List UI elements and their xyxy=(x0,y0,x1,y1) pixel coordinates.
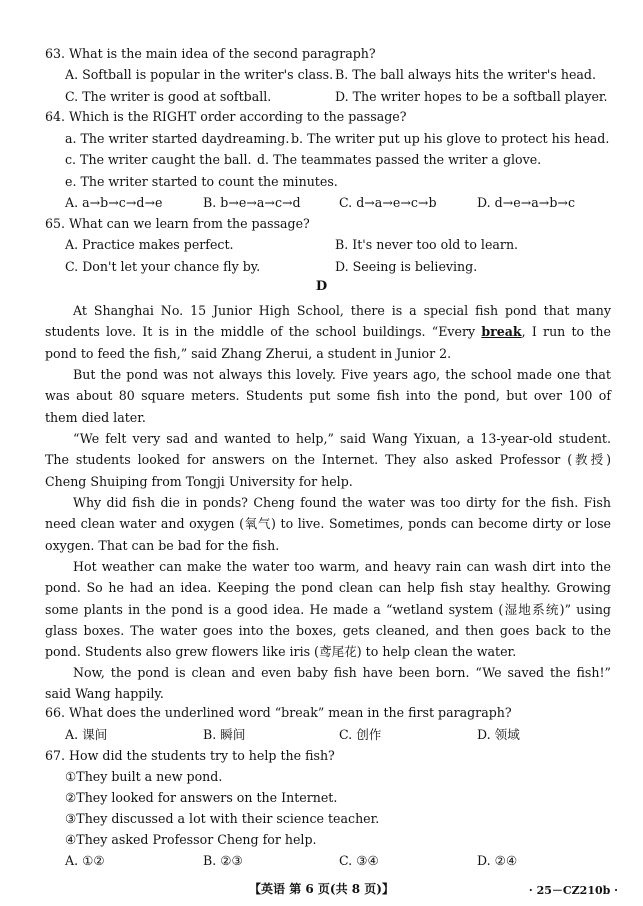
q67-option-d: D. ②④ xyxy=(477,853,518,868)
q66-option-d: D. 领域 xyxy=(477,727,520,742)
q63-option-c: C. The writer is good at softball. xyxy=(65,89,272,104)
q66-option-a: A. 课间 xyxy=(65,727,108,742)
question-67-stem: 67. How did the students try to help the fish? xyxy=(45,748,335,763)
q64-option-c: C. d→a→e→c→b xyxy=(339,195,437,210)
q64-option-b: B. b→e→a→c→d xyxy=(203,195,301,210)
passage-paragraph-2: But the pond was not always this lovely. Five years ago, the school made one that was about 80 square meters. Students put some fish into the pond, but over 100 of them died later. xyxy=(45,367,611,425)
q65-option-b: B. It's never too old to learn. xyxy=(335,237,519,252)
page-footer: 【英语 第 6 页(共 8 页)】 xyxy=(249,882,394,896)
q67-option-a: A. ①② xyxy=(65,853,105,868)
passage-paragraph-4: Why did fish die in ponds? Cheng found the water was too dirty for the fish. Fish need clean water and oxygen (氧气) to live. Sometimes, ponds can become dirty or lose oxygen. That can be bad for the fish. xyxy=(45,495,611,553)
q64-item-d: d. The teammates passed the writer a glove. xyxy=(257,152,542,167)
q63-option-d: D. The writer hopes to be a softball player. xyxy=(335,89,608,104)
q67-options xyxy=(65,853,605,869)
question-65-stem: 65. What can we learn from the passage? xyxy=(45,216,310,231)
paragraph-1-text-end: , I run to the pond to feed the fish,” said Zhang Zherui, a student in Junior 2. xyxy=(45,324,611,361)
paper-code: · 25－CZ210b · xyxy=(528,884,618,897)
question-66-stem: 66. What does the underlined word “break” mean in the first paragraph? xyxy=(45,705,512,720)
q65-option-c: C. Don't let your chance fly by. xyxy=(65,259,261,274)
passage-paragraph-5: Hot weather can make the water too warm, and heavy rain can wash dirt into the pond. So he had an idea. Keeping the pond clean can help fish stay healthy. Growing some plants in the pond is a good idea. He made a “wetland system (湿地系统)” using glass boxes. The water goes into the boxes, gets cleaned, and then goes back to the pond. Students also grew flowers like iris (鸢尾花) to help clean the water. xyxy=(45,559,611,660)
q67-statement-4: ④They asked Professor Cheng for help. xyxy=(65,832,317,847)
q64-option-a: A. a→b→c→d→e xyxy=(65,195,163,210)
question-63-stem: 63. What is the main idea of the second paragraph? xyxy=(45,46,376,61)
q64-item-b: b. The writer put up his glove to protect his head. xyxy=(291,131,610,146)
q67-option-b: B. ②③ xyxy=(203,853,243,868)
paragraph-1-text-start: At Shanghai No. 15 Junior High School, there is a special fish pond that many students love. It is in the middle of the school buildings. “Every xyxy=(45,303,611,340)
section-heading: D xyxy=(315,279,328,294)
passage-paragraph-3: “We felt very sad and wanted to help,” said Wang Yixuan, a 13-year-old student. The students looked for answers on the Internet. They also asked Professor (教授) Cheng Shuiping from Tongji University for help. xyxy=(45,431,611,489)
q66-option-b: B. 瞬间 xyxy=(203,727,246,742)
q64-item-c: c. The writer caught the ball. xyxy=(65,152,252,167)
q65-option-d: D. Seeing is believing. xyxy=(335,259,478,274)
q66-option-c: C. 创作 xyxy=(339,727,382,742)
q63-option-b: B. The ball always hits the writer's head. xyxy=(335,67,596,82)
q64-item-a: a. The writer started daydreaming. xyxy=(65,131,290,146)
q67-statement-2: ②They looked for answers on the Internet. xyxy=(65,790,338,805)
q63-option-a: A. Softball is popular in the writer's class. xyxy=(65,67,334,82)
q67-statement-1: ①They built a new pond. xyxy=(65,769,223,784)
q67-statement-3: ③They discussed a lot with their science teacher. xyxy=(65,811,380,826)
q67-option-c: C. ③④ xyxy=(339,853,379,868)
q66-options xyxy=(65,727,605,743)
q64-option-d: D. d→e→a→b→c xyxy=(477,195,576,210)
q64-options xyxy=(65,195,605,211)
q65-option-a: A. Practice makes perfect. xyxy=(65,237,234,252)
q64-item-e: e. The writer started to count the minutes. xyxy=(65,174,338,189)
underlined-word: break xyxy=(481,324,522,340)
passage-paragraph-1 xyxy=(45,300,611,364)
question-64-stem: 64. Which is the RIGHT order according to the passage? xyxy=(45,109,407,124)
passage-paragraph-6: Now, the pond is clean and even baby fish have been born. “We saved the fish!” said Wang happily. xyxy=(45,665,611,702)
